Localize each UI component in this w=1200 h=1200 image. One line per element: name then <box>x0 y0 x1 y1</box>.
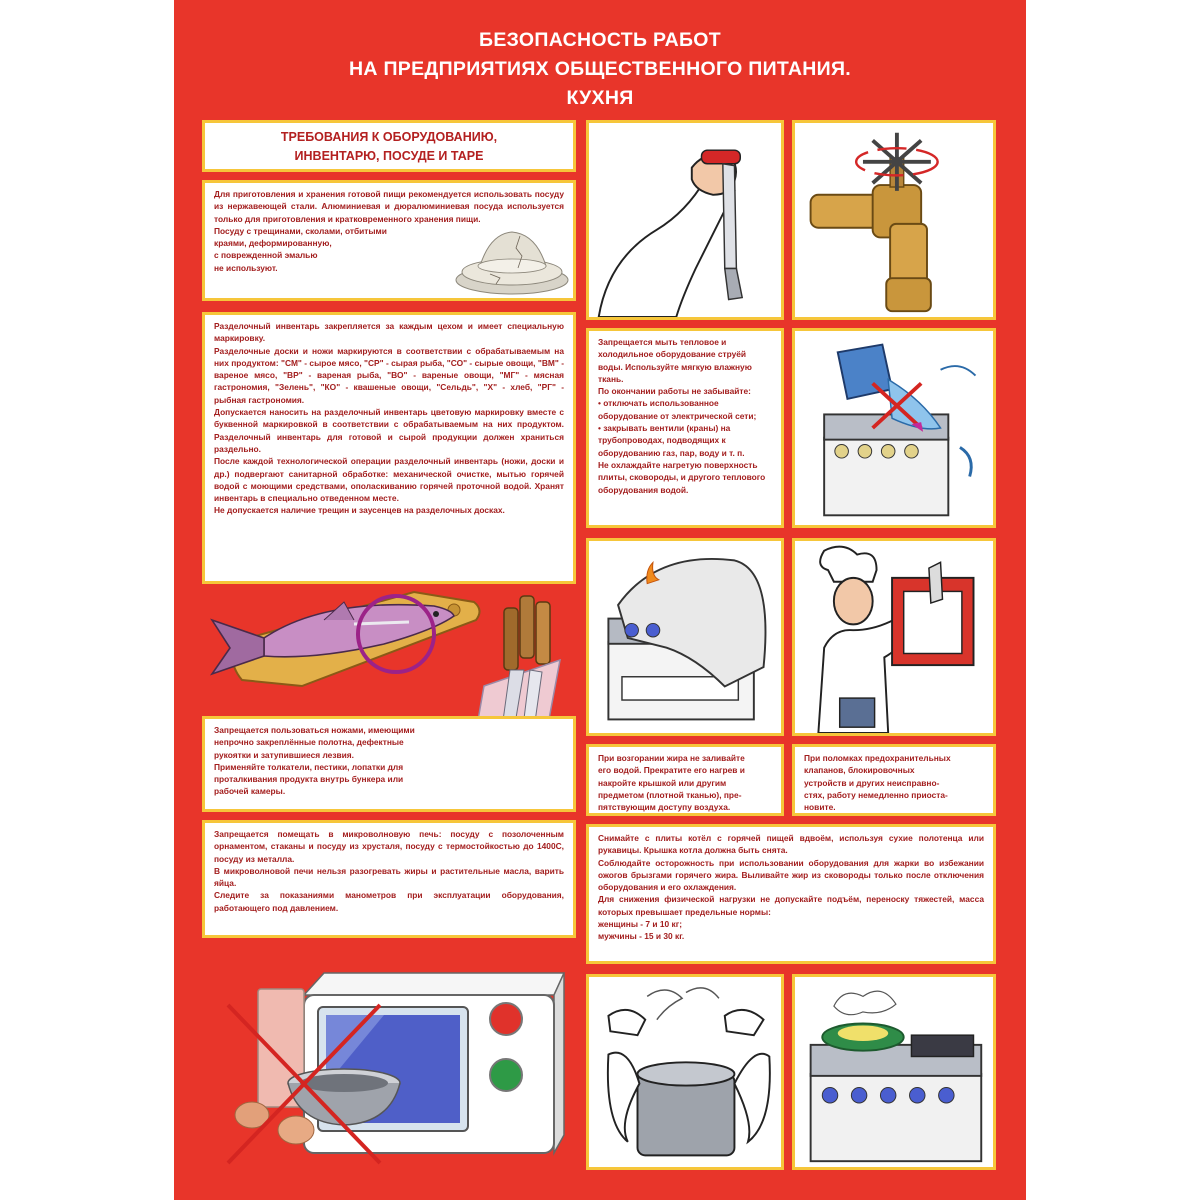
pots-paragraph-2: Соблюдайте осторожность при использовании оборудования для жарки во избежании ожогов брызгами горячего жира. Выливайте жир из сковороды только после отключения оборудования и его охлаждения. <box>598 857 984 893</box>
washing-paragraph-3: • отключать использованное оборудование от электрической сети; <box>598 398 757 421</box>
section-header-line-2: ИНВЕНТАРЮ, ПОСУДЕ И ТАРЕ <box>294 149 484 163</box>
picture-lifting-pot <box>586 974 784 1170</box>
valves-line-3: устройств и других неисправно- <box>804 777 940 788</box>
dishes-paragraph: Для приготовления и хранения готовой пищи рекомендуется использовать посуду из нержавеющей стали. Алюминиевая и дюралюминиевая посуда используется только для приготовления и кратковременного хранения пищи. <box>214 189 564 224</box>
washing-paragraph-5: Не охлаждайте нагретую поверхность плиты, сковороды, и другого теплового оборудования водой. <box>598 459 766 495</box>
microwave-text-block <box>202 820 576 938</box>
safety-poster <box>174 0 1026 1200</box>
fat-fire-line-1: При возгорании жира не заливайте <box>598 753 745 763</box>
washing-paragraph-4: • закрывать вентили (краны) на трубопроводах, подводящих к оборудованию газ, пар, воду и т. п. <box>598 423 745 458</box>
fat-fire-line-5: пятствующим доступу воздуха. <box>598 802 731 813</box>
pots-paragraph-1: Снимайте с плиты котёл с горячей пищей вдвоём, используя сухие полотенца или рукавицы. Крышка котла должна быть снята. <box>598 833 984 856</box>
section-header-line-1: ТРЕБОВАНИЯ К ОБОРУДОВАНИЮ, <box>280 130 498 144</box>
microwave-paragraph-1: Запрещается помещать в микроволновую печь: посуду с позолоченным орнаментом, стаканы и посуду из хрусталя, посуду с термостойкостью до 1400С, посуду из металла. <box>214 829 564 864</box>
knives-line-6: рабочей камеры. <box>214 786 286 797</box>
knife-in-hand-illustration <box>589 123 781 317</box>
pots-paragraph-4: женщины - 7 и 10 кг; <box>598 919 682 930</box>
knives-line-5: проталкивания продукта внутрь бункера или <box>214 774 404 785</box>
picture-fat-fire <box>586 538 784 736</box>
dishes-text-block <box>202 180 576 301</box>
valves-line-5: новите. <box>804 802 836 813</box>
lifting-hot-pot-illustration <box>589 977 781 1167</box>
stove-covered-with-cloth-illustration <box>589 541 781 733</box>
poster-title-line-3: КУХНЯ <box>566 87 634 109</box>
pots-paragraph-3: Для снижения физической нагрузки не допускайте подъём, переноску тяжестей, масса которых превышает предельные нормы: <box>598 894 984 917</box>
cutting-equipment-text-block <box>202 312 576 584</box>
dishes-line-4: не используют. <box>214 262 278 273</box>
valves-text-block <box>792 744 996 816</box>
cracked-plates-illustration <box>450 228 570 296</box>
section-header <box>202 120 576 172</box>
valves-line-1: При поломках предохранительных <box>804 753 951 763</box>
frying-pan-on-stove-illustration <box>795 977 993 1167</box>
knives-line-4: Применяйте толкатели, пестики, лопатки для <box>214 761 404 772</box>
picture-stove-water <box>792 328 996 528</box>
pipe-valve-illustration <box>795 123 993 317</box>
dishes-line-3: с поврежденной эмалью <box>214 250 318 261</box>
fat-fire-text-block <box>586 744 784 816</box>
knives-line-1: Запрещается пользоваться ножами, имеющими <box>214 725 415 735</box>
washing-paragraph-2: По окончании работы не забывайте: <box>598 386 751 397</box>
dishes-line-1: Посуду с трещинами, сколами, отбитыми <box>214 225 387 236</box>
valves-line-2: клапанов, блокировочных <box>804 765 915 776</box>
fat-fire-line-2: его водой. Прекратите его нагрев и <box>598 765 745 776</box>
microwave-paragraph-3: Следите за показаниями манометров при эксплуатации оборудования, работающего под давлением. <box>214 890 564 913</box>
microwave-forbidden-items-illustration <box>214 955 574 1165</box>
cutting-paragraph-4: После каждой технологической операции разделочный инвентарь (ножи, доски и др.) подвергают санитарной обработке: механической очистке, мытью горячей водой с моющими средствами, ополаскиванию горячей проточной водой. Хранят инвентарь в специально отведенном месте. <box>214 456 564 504</box>
cutting-paragraph-2: Разделочные доски и ножи маркируются в соответствии с обрабатываемым на них продуктом: "СМ" - сырое мясо, "СР" - сырая рыба, "СО" - сырые овощи, "ВМ" - вареное мясо, "ВР" - вареная рыба, "ВО" - вареные овощи, "МГ" - мясная гастрономия, "Зелень", "КО" - квашеные овощи, "Сельдь", "Х" - хлеб, "РГ" - рыбная гастрономия. <box>214 345 564 405</box>
knives-line-3: рукоятки и затупившиеся лезвия. <box>214 749 355 760</box>
washing-text-block <box>586 328 784 528</box>
fat-fire-line-4: предметом (плотной тканью), пре- <box>598 789 742 800</box>
cutting-paragraph-3: Допускается наносить на разделочный инвентарь цветовую маркировку вместе с буквенной маркировкой в соответствии с обрабатываемым на них продуктом. Разделочный инвентарь для готовой и сырой продукции должен храниться раздельно. <box>214 407 564 454</box>
knives-line-2: непрочно закреплённые полотна, дефектные <box>214 737 404 748</box>
washing-paragraph-1: Запрещается мыть тепловое и холодильное оборудование струёй воды. Используйте мягкую влажную ткань. <box>598 337 752 384</box>
poster-title-line-2: НА ПРЕДПРИЯТИЯХ ОБЩЕСТВЕННОГО ПИТАНИЯ. <box>348 58 852 80</box>
pots-paragraph-5: мужчины - 15 и 30 кг. <box>598 931 685 942</box>
cutting-paragraph-5: Не допускается наличие трещин и заусенцев на разделочных досках. <box>214 505 505 516</box>
dishes-line-2: краями, деформированную, <box>214 238 332 249</box>
knives-text-block <box>202 716 576 812</box>
fish-on-cutting-board-illustration <box>204 580 494 695</box>
pots-text-block <box>586 824 996 964</box>
fat-fire-line-3: накройте крышкой или другим <box>598 777 727 788</box>
poster-title-line-1: БЕЗОПАСНОСТЬ РАБОТ <box>479 29 721 51</box>
valves-line-4: стях, работу немедленно приоста- <box>804 789 948 800</box>
cutting-paragraph-1: Разделочный инвентарь закрепляется за каждым цехом и имеет специальную маркировку. <box>214 321 564 344</box>
picture-knife-in-hand <box>586 120 784 320</box>
picture-chef-valve <box>792 538 996 736</box>
picture-frying-stove <box>792 974 996 1170</box>
picture-valve <box>792 120 996 320</box>
microwave-paragraph-2: В микроволновой печи нельзя разогревать жиры и растительные масла, варить яйца. <box>214 865 564 889</box>
water-on-stove-forbidden-illustration <box>795 331 993 525</box>
chef-closing-valve-illustration <box>795 541 993 733</box>
